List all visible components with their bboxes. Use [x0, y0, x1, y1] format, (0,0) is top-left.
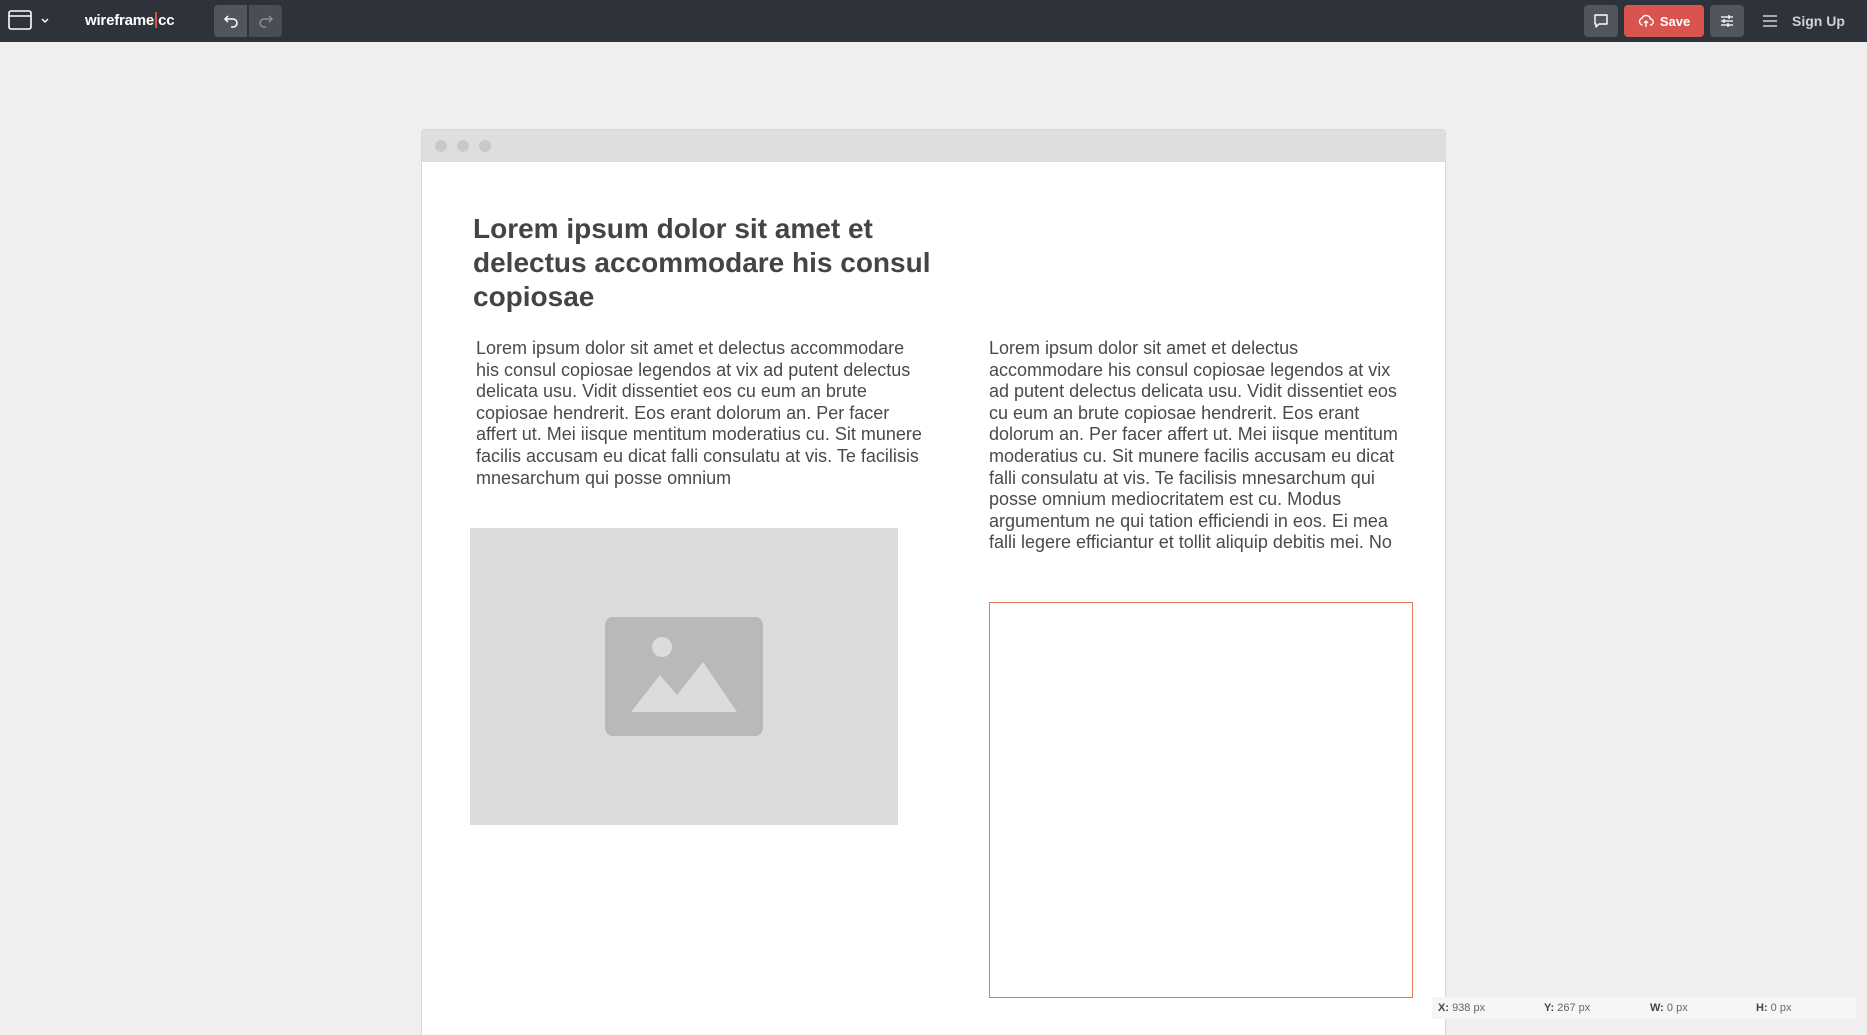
history-controls: [214, 5, 282, 37]
menu-signup-button[interactable]: [1756, 5, 1858, 37]
status-y: Y: 267 px: [1544, 1002, 1591, 1014]
redo-icon: [258, 14, 274, 28]
settings-button[interactable]: [1710, 5, 1744, 37]
browser-window-icon: [9, 11, 31, 29]
status-x: X: 938 px: [1438, 1002, 1486, 1014]
comments-button[interactable]: [1584, 5, 1618, 37]
cloud-upload-icon: [1638, 14, 1654, 28]
status-w: W: 0 px: [1650, 1002, 1688, 1014]
save-label: Save: [1659, 13, 1691, 29]
comment-icon: [1593, 13, 1609, 29]
coordinates-status-bar: [1432, 997, 1856, 1019]
window-dot-icon: [479, 140, 491, 152]
undo-button[interactable]: [214, 5, 247, 37]
redo-button[interactable]: [249, 5, 282, 37]
window-dot-icon: [457, 140, 469, 152]
image-placeholder[interactable]: [470, 528, 898, 825]
image-placeholder-icon: [605, 617, 763, 736]
canvas-paragraph-right[interactable]: Lorem ipsum dolor sit amet et delectus accommodare his consul copiosae legendos at vix ad putent delectus delicata usu. Vidit dissentiet eos cu eum an brute copiosae hendrerit. Eos erant dolorum an. Per facer affert ut. Mei iisque mentitum moderatius cu. Sit munere facilis accusam eu dicat falli consulatu at vis. Te facilisis mnesarchum qui posse omnium mediocritatem est cu. Modus argumentum ne qui tation efficiendi in eos. Ei mea falli legere efficiantur et tollit aliquip debitis mei. No: [989, 338, 1398, 553]
app-logo[interactable]: [85, 12, 174, 29]
canvas-paragraph-left[interactable]: Lorem ipsum dolor sit amet et delectus accommodare his consul copiosae legendos at vix ad putent delectus delicata usu. Vidit dissentiet eos cu eum an brute copiosae hendrerit. Eos erant dolorum an. Per facer affert ut. Mei iisque mentitum moderatius cu. Sit munere facilis accusam eu dicat falli consulatu at vis. Te facilisis mnesarchum qui posse omnium: [476, 338, 922, 488]
chevron-down-icon: [42, 19, 48, 22]
brand-text-right: cc: [158, 12, 175, 29]
hamburger-menu-icon: [1762, 14, 1778, 28]
window-dot-icon: [435, 140, 447, 152]
canvas-heading[interactable]: Lorem ipsum dolor sit amet et delectus accommodare his consul copiosae: [473, 213, 931, 312]
save-button[interactable]: [1624, 5, 1704, 37]
status-h: H: 0 px: [1756, 1002, 1792, 1014]
undo-icon: [223, 14, 239, 28]
signup-label: Sign Up: [1792, 13, 1845, 29]
selected-empty-box[interactable]: [989, 602, 1413, 998]
brand-text-left: wireframe: [85, 12, 155, 29]
brand-divider: [155, 12, 157, 28]
sliders-icon: [1719, 13, 1735, 29]
browser-frame-header: [422, 130, 1445, 162]
device-selector[interactable]: [8, 9, 56, 33]
top-toolbar: [0, 0, 1867, 42]
